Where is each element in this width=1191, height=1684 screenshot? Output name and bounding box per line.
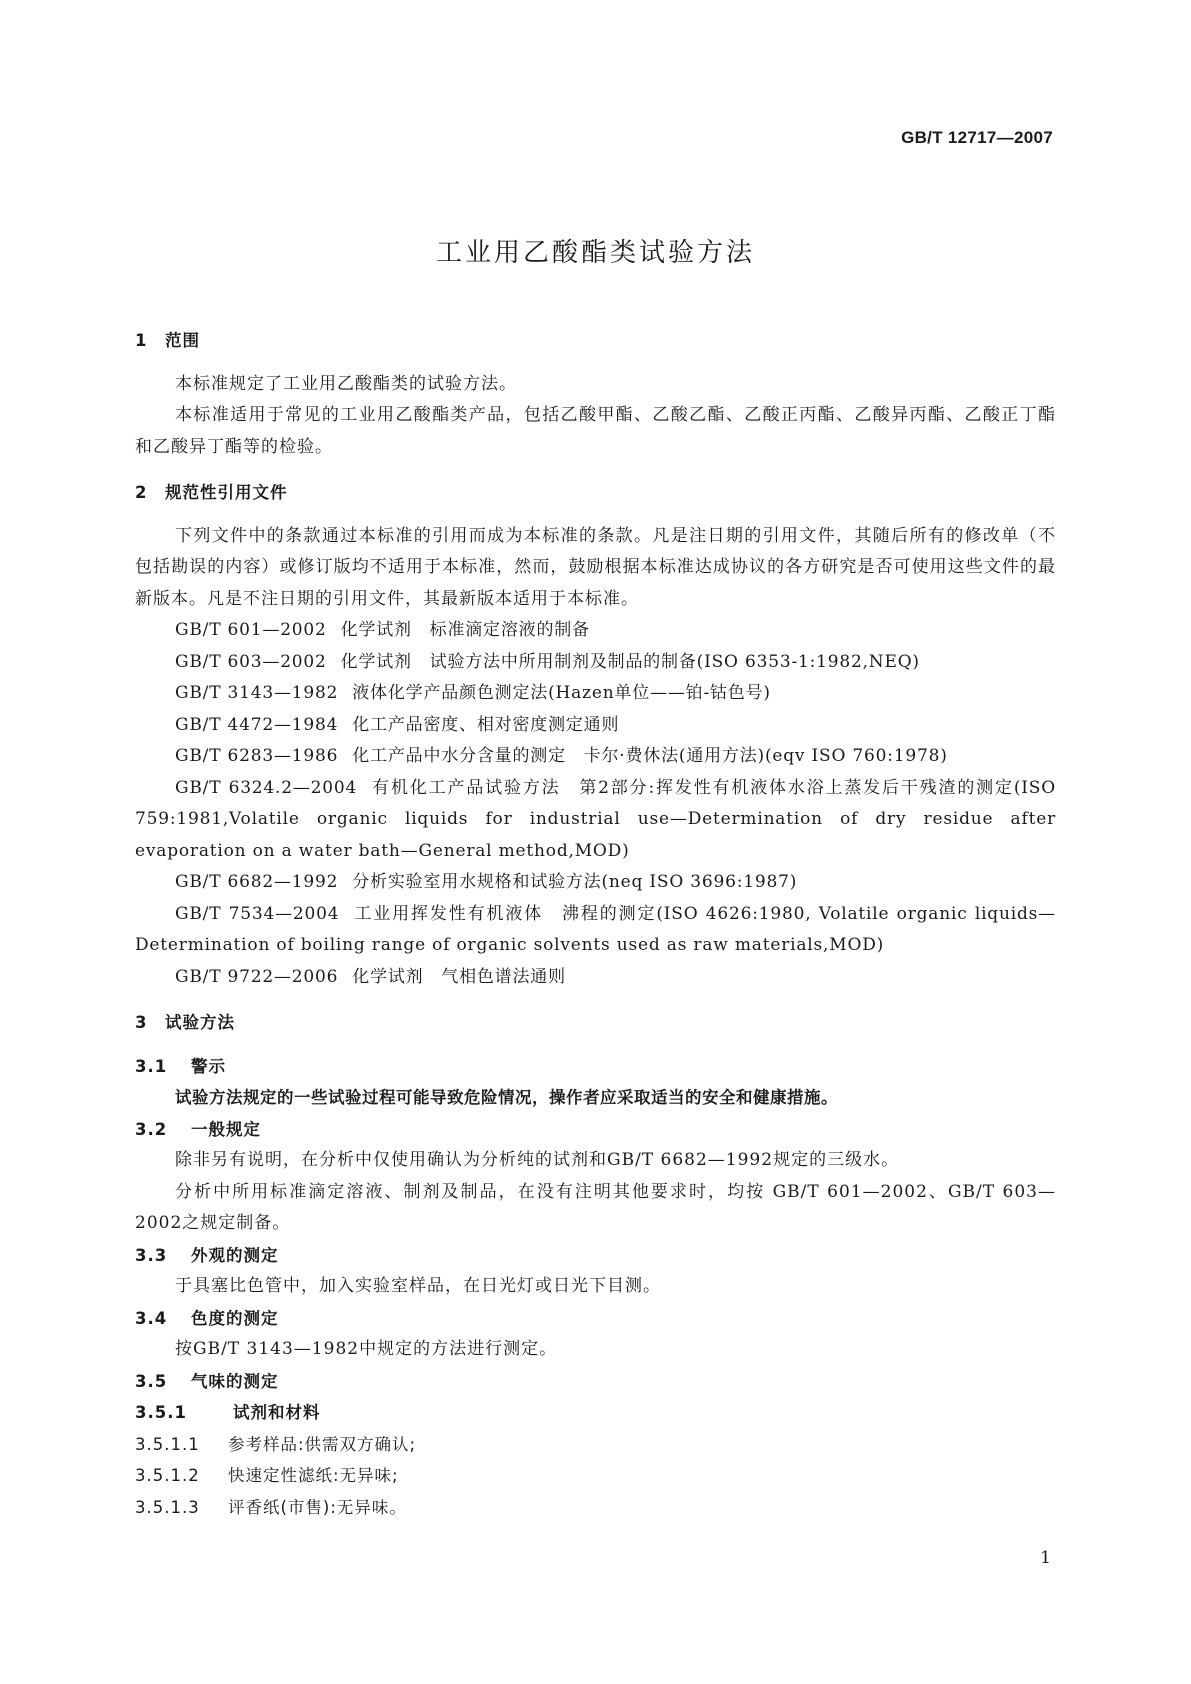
subsection-title: 警示 <box>191 1056 226 1076</box>
material-item <box>135 1492 1056 1524</box>
reference-item <box>135 962 1056 994</box>
standard-code: GB/T 12717—2007 <box>901 128 1053 147</box>
section-2-heading <box>135 477 1056 509</box>
reference-code: GB/T 6283—1986 <box>175 746 339 766</box>
reference-item <box>135 741 1056 773</box>
section-3-heading <box>135 1007 1056 1039</box>
paragraph: 按GB/T 3143—1982中规定的方法进行测定。 <box>175 1339 558 1359</box>
paragraph: 本标准规定了工业用乙酸酯类的试验方法。 <box>175 373 517 394</box>
subsection-3-4-heading <box>135 1303 1056 1335</box>
reference-item <box>135 710 1056 742</box>
subsection-number: 3.5.1 <box>135 1403 187 1422</box>
subsection-number: 3.5 <box>135 1371 168 1391</box>
paragraph: 分析中所用标准滴定溶液、制剂及制品，在没有注明其他要求时，均按 GB/T 601—2002、GB/T 603—2002之规定制备。 <box>135 1181 1056 1233</box>
page-number: 1 <box>1040 1548 1051 1568</box>
reference-code: GB/T 6682—1992 <box>175 872 339 892</box>
section-number: 3 <box>135 1013 148 1032</box>
reference-item <box>135 899 1056 962</box>
subsection-title: 外观的测定 <box>191 1245 279 1265</box>
subsection-3-5-1-heading <box>135 1397 1056 1429</box>
section-number: 2 <box>135 483 148 502</box>
item-text: 快速定性滤纸:无异味; <box>228 1466 399 1485</box>
subsection-number: 3.3 <box>135 1245 168 1265</box>
reference-title: 化工产品中水分含量的测定 卡尔·费休法(通用方法)(eqv ISO 760:1978) <box>352 746 948 766</box>
item-text: 评香纸(市售):无异味。 <box>228 1497 407 1517</box>
item-text: 参考样品:供需双方确认; <box>228 1434 417 1454</box>
subsection-title: 色度的测定 <box>191 1308 279 1328</box>
reference-title: 化学试剂 试验方法中所用制剂及制品的制备(ISO 6353-1:1982,NEQ) <box>340 651 920 672</box>
material-item <box>135 1460 1056 1492</box>
subsection-3-3-heading <box>135 1240 1056 1272</box>
item-number: 3.5.1.1 <box>135 1434 200 1454</box>
material-item <box>135 1429 1056 1461</box>
paragraph: 于具塞比色管中，加入实验室样品，在日光灯或日光下目测。 <box>175 1276 661 1296</box>
subsection-3-2-heading <box>135 1114 1056 1146</box>
paragraph: 下列文件中的条款通过本标准的引用而成为本标准的条款。凡是注日期的引用文件，其随后所有的修改单（不包括勘误的内容）或修订版均不适用于本标准，然而，鼓励根据本标准达成协议的各方研究是否可使用这些文件的最新版本。凡是不注日期的引用文件，其最新版本适用于本标准。 <box>135 525 1056 609</box>
reference-item <box>135 773 1056 868</box>
reference-code: GB/T 3143—1982 <box>175 683 339 703</box>
item-number: 3.5.1.3 <box>135 1497 200 1517</box>
reference-title: 有机化工产品试验方法 第2部分:挥发性有机液体水浴上蒸发后干残渣的测定(ISO 759:1981,Volatile organic liquids for industrial use—Determination of dry residue after evaporation on a water bath—General method,MOD) <box>135 777 1056 861</box>
document-body <box>135 325 1056 1523</box>
reference-title: 化学试剂 气相色谱法通则 <box>352 966 566 987</box>
subsection-title: 气味的测定 <box>191 1371 279 1391</box>
reference-code: GB/T 9722—2006 <box>175 966 339 987</box>
section-number: 1 <box>135 331 148 350</box>
section-title: 试验方法 <box>165 1013 235 1032</box>
reference-title: 液体化学产品颜色测定法(Hazen单位——铂-钴色号) <box>352 683 771 703</box>
reference-item <box>135 678 1056 710</box>
paragraph: 本标准适用于常见的工业用乙酸酯类产品，包括乙酸甲酯、乙酸乙酯、乙酸正丙酯、乙酸异丙酯、乙酸正丁酯和乙酸异丁酯等的检验。 <box>135 405 1056 457</box>
subsection-number: 3.2 <box>135 1119 168 1139</box>
section-1-heading <box>135 325 1056 357</box>
reference-item <box>135 647 1056 679</box>
safety-warning: 试验方法规定的一些试验过程可能导致危险情况，操作者应采取适当的安全和健康措施。 <box>175 1088 838 1107</box>
item-number: 3.5.1.2 <box>135 1466 200 1485</box>
section-title: 规范性引用文件 <box>165 483 288 502</box>
reference-title: 化学试剂 标准滴定溶液的制备 <box>340 620 590 640</box>
subsection-3-5-heading <box>135 1366 1056 1398</box>
reference-code: GB/T 7534—2004 <box>175 903 340 924</box>
reference-item <box>135 867 1056 899</box>
subsection-number: 3.1 <box>135 1056 168 1076</box>
reference-title: 工业用挥发性有机液体 沸程的测定(ISO 4626:1980, Volatile organic liquids—Determination of boiling range of organic solvents used as raw materials,MOD) <box>135 903 1056 955</box>
reference-title: 分析实验室用水规格和试验方法(neq ISO 3696:1987) <box>352 872 798 892</box>
reference-code: GB/T 601—2002 <box>175 620 327 640</box>
section-title: 范围 <box>165 331 200 350</box>
reference-item <box>135 615 1056 647</box>
reference-code: GB/T 4472—1984 <box>175 714 339 735</box>
subsection-title: 试剂和材料 <box>233 1403 321 1422</box>
reference-code: GB/T 603—2002 <box>175 651 327 672</box>
subsection-number: 3.4 <box>135 1308 168 1328</box>
subsection-title: 一般规定 <box>191 1119 261 1139</box>
subsection-3-1-heading <box>135 1051 1056 1083</box>
reference-code: GB/T 6324.2—2004 <box>175 777 358 798</box>
reference-title: 化工产品密度、相对密度测定通则 <box>352 714 620 735</box>
paragraph: 除非另有说明，在分析中仅使用确认为分析纯的试剂和GB/T 6682—1992规定的三级水。 <box>175 1150 900 1170</box>
document-title: 工业用乙酸酯类试验方法 <box>435 238 755 268</box>
